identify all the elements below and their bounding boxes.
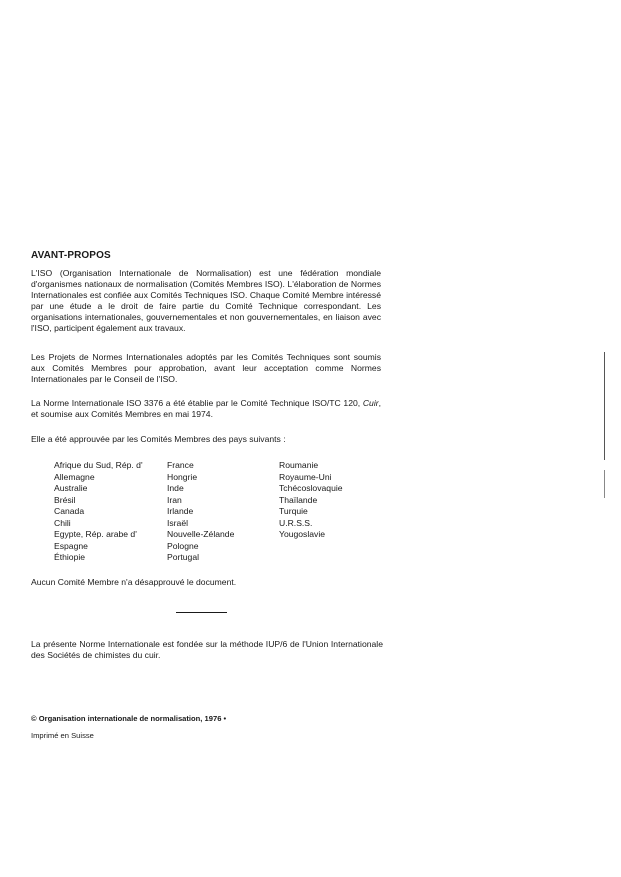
country-item: Pologne (167, 540, 199, 551)
country-item: Hongrie (167, 471, 198, 482)
country-column-1 (54, 460, 143, 564)
paragraph-draft-standards: Les Projets de Normes Internationales adoptés par les Comités Techniques sont soumis aux Comités Membres pour approbation, avant leur acceptation comme Normes Internationales par le Conseil de l'ISO. (31, 352, 381, 384)
country-item: Brésil (54, 494, 76, 505)
paragraph-standard-origin (31, 398, 381, 420)
printed-in: Imprimé en Suisse (31, 731, 94, 740)
country-item: Portugal (167, 552, 200, 562)
scan-edge-line (604, 352, 605, 460)
country-item: Yougoslavie (279, 529, 326, 539)
scan-edge-line (604, 470, 605, 498)
committee-title: Cuir (362, 398, 379, 408)
country-item: Royaume-Uni (279, 471, 332, 482)
country-item: Chili (54, 517, 71, 528)
country-item: Allemagne (54, 471, 95, 482)
country-item: Tchécoslovaquie (279, 483, 343, 493)
country-item: Israël (167, 517, 189, 528)
country-item: Australie (54, 483, 88, 493)
paragraph-iso-intro: L'ISO (Organisation Internationale de Normalisation) est une fédération mondiale d'organismes nationaux de normalisation (Comités Membres ISO). L'élaboration de Normes Internationales est confiée aux Comités Techniques ISO. Chaque Comité Membre intéressé par une étude a le droit de faire partie du Comité Technique correspondant. Les organisations internationales, gouvernementales et non gouvernementales, en liaison avec l'ISO, participent également aux travaux. (31, 268, 381, 333)
origin-text-before: La Norme Internationale ISO 3376 a été établie par le Comité Technique ISO/TC 120, (31, 398, 363, 408)
country-item: Éthiopie (54, 552, 86, 562)
country-item: U.R.S.S. (279, 517, 313, 528)
paragraph-approval: Elle a été approuvée par les Comités Membres des pays suivants : (31, 434, 286, 444)
country-item: France (167, 460, 194, 470)
paragraph-no-disapproval: Aucun Comité Membre n'a désapprouvé le document. (31, 577, 237, 587)
country-column-3 (279, 460, 343, 541)
copyright-notice: © Organisation internationale de normalisation, 1976 • (31, 714, 227, 723)
origin-text-after: , et soumise aux Comités Membres en mai 1974. (31, 398, 381, 419)
country-item: Canada (54, 506, 85, 516)
section-divider (176, 612, 227, 613)
country-item: Roumanie (279, 460, 319, 470)
country-item: Turquie (279, 506, 308, 516)
country-item: Iran (167, 494, 182, 505)
country-item: Irlande (167, 506, 194, 516)
country-item: Espagne (54, 540, 88, 551)
country-item: Afrique du Sud, Rép. d' (54, 460, 143, 470)
country-item: Nouvelle-Zélande (167, 529, 235, 539)
paragraph-method-basis: La présente Norme Internationale est fondée sur la méthode IUP/6 de l'Union Internationale des Sociétés de chimistes du cuir. (31, 639, 383, 660)
section-heading: AVANT-PROPOS (31, 250, 111, 261)
country-column-2 (167, 460, 234, 564)
country-item: Egypte, Rép. arabe d' (54, 529, 137, 539)
country-item: Inde (167, 483, 184, 493)
country-item: Thaïlande (279, 494, 318, 505)
